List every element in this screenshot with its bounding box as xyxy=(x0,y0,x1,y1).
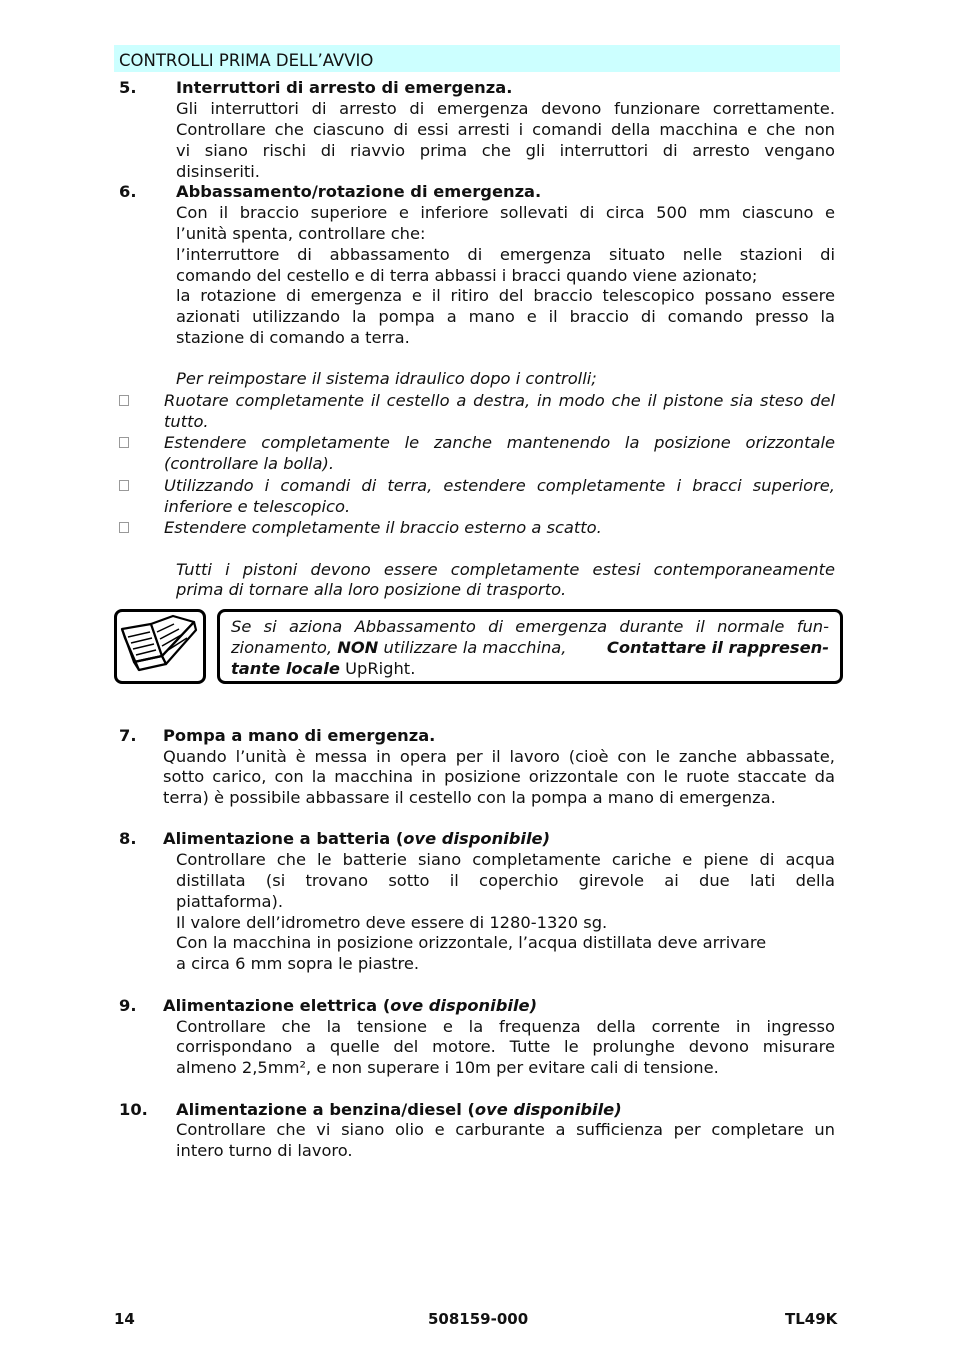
item-8-title-text: Alimentazione a batteria ( xyxy=(163,829,404,848)
item-5-text-line: Gli interruttori di arresto di emergenza devono funzionare correttamente. xyxy=(176,99,835,118)
item-7-number: 7. xyxy=(119,726,137,745)
open-book-icon xyxy=(117,612,203,681)
item-10-text-line: intero turno di lavoro. xyxy=(176,1141,353,1160)
bullet-icon xyxy=(119,437,129,448)
item-7-title: Pompa a mano di emergenza. xyxy=(163,726,436,745)
footer-doc-number: 508159-000 xyxy=(428,1310,529,1328)
item-10-title xyxy=(176,1099,622,1120)
item-6-title: Abbassamento/rotazione di emergenza. xyxy=(176,182,542,201)
item-9-number: 9. xyxy=(119,996,137,1015)
item-6-text-line: azionati utilizzando la pompa a mano e il braccio di comando presso la xyxy=(176,307,835,326)
item-9-text-line: Controllare che la tensione e la frequenza della corrente in ingresso xyxy=(176,1017,835,1036)
item-5-text-line: vi siano rischi di riavvio prima che gli interruttori di arresto vengano xyxy=(176,141,835,160)
item-9-text-line: almeno 2,5mm², e non superare i 10m per evitare cali di tensione. xyxy=(176,1058,719,1077)
item-9-title-text: Alimentazione elettrica ( xyxy=(163,996,391,1015)
item-9-title xyxy=(163,995,537,1016)
item-8-text-line: distillata (si trovano sotto il coperchio girevole ai due lati della xyxy=(176,871,835,890)
reset-step-text: Ruotare completamente il cestello a destra, in modo che il pistone sia steso del xyxy=(164,391,835,410)
manual-icon-box xyxy=(114,609,206,684)
item-6-text-line: comando del cestello e di terra abbassi i bracci quando viene azionato; xyxy=(176,266,758,285)
item-8-text-line: a circa 6 mm sopra le piastre. xyxy=(176,954,420,973)
reset-step-text: Estendere completamente le zanche mantenendo la posizione orizzontale xyxy=(164,433,835,452)
reset-step-text: inferiore e telescopico. xyxy=(164,497,351,516)
reset-step-text: (controllare la bolla). xyxy=(164,454,335,473)
warning-text-line-1: Se si aziona Abbassamento di emergenza durante il normale fun- xyxy=(231,617,829,636)
item-10-title-text: Alimentazione a benzina/diesel ( xyxy=(176,1100,475,1119)
item-8-text-line: Con la macchina in posizione orizzontale, l’acqua distillata deve arrivare xyxy=(176,933,767,952)
warning-text: utilizzare la macchina, xyxy=(378,638,572,657)
item-9-text-line: corrispondano a quelle del motore. Tutte le prolunghe devono misurare xyxy=(176,1037,835,1056)
item-10-text-line: Controllare che vi siano olio e carburante a sufficienza per completare un xyxy=(176,1120,835,1139)
item-10-number: 10. xyxy=(119,1100,148,1119)
item-8-title-note: ove disponibile) xyxy=(403,829,551,848)
item-8-text-line: piattaforma). xyxy=(176,892,284,911)
item-6-text-line: l’unità spenta, controllare che: xyxy=(176,224,426,243)
warning-brand: UpRight xyxy=(339,659,411,678)
item-8-text-line: Il valore dell’idrometro deve essere di 1280-1320 sg. xyxy=(176,913,608,932)
item-6-text-line: Con il braccio superiore e inferiore sollevati di circa 500 mm ciascuno e xyxy=(176,203,835,222)
footer-page-number: 14 xyxy=(114,1310,135,1328)
warning-emphasis: NON xyxy=(337,638,379,657)
warning-contact: tante locale xyxy=(231,659,340,678)
item-6-text-line: stazione di comando a terra. xyxy=(176,328,410,347)
reset-step-text: Estendere completamente il braccio esterno a scatto. xyxy=(164,518,602,537)
warning-text-line-3 xyxy=(231,658,415,679)
item-6-text-line: l’interruttore di abbassamento di emergenza situato nelle stazioni di xyxy=(176,245,835,264)
item-5-title: Interruttori di arresto di emergenza. xyxy=(176,78,513,97)
warning-period: . xyxy=(410,659,416,678)
bullet-icon xyxy=(119,522,129,533)
item-7-text-line: Quando l’unità è messa in opera per il lavoro (cioè con le zanche abbassate, xyxy=(163,747,835,766)
item-6-number: 6. xyxy=(119,182,137,201)
item-8-title xyxy=(163,828,550,849)
item-9-title-note: ove disponibile) xyxy=(390,996,538,1015)
section-header-title: CONTROLLI PRIMA DELL’AVVIO xyxy=(119,51,374,70)
item-7-text-line: terra) è possibile abbassare il cestello con la pompa a mano di emergenza. xyxy=(163,788,776,807)
item-8-number: 8. xyxy=(119,829,137,848)
warning-contact: Contattare il rappresen- xyxy=(606,638,829,657)
footer-model: TL49K xyxy=(785,1310,838,1328)
closing-note-line: Tutti i pistoni devono essere completamente estesi contemporaneamente xyxy=(176,560,835,579)
reset-intro: Per reimpostare il sistema idraulico dopo i controlli; xyxy=(176,369,597,388)
bullet-icon xyxy=(119,480,129,491)
item-6-text-line: la rotazione di emergenza e il ritiro del braccio telescopico possano essere xyxy=(176,286,835,305)
warning-text-line-2 xyxy=(231,637,829,658)
item-5-text-line: Controllare che ciascuno di essi arresti i comandi della macchina e che non xyxy=(176,120,835,139)
item-8-text-line: Controllare che le batterie siano completamente cariche e piene di acqua xyxy=(176,850,835,869)
item-5-number: 5. xyxy=(119,78,137,97)
warning-text: zionamento, xyxy=(231,638,338,657)
closing-note-line: prima di tornare alla loro posizione di trasporto. xyxy=(176,580,567,599)
item-7-text-line: sotto carico, con la macchina in posizione orizzontale con le ruote staccate da xyxy=(163,767,835,786)
item-10-title-note: ove disponibile) xyxy=(474,1100,622,1119)
bullet-icon xyxy=(119,395,129,406)
reset-step-text: Utilizzando i comandi di terra, estendere completamente i bracci superiore, xyxy=(164,476,835,495)
item-5-text-line: disinseriti. xyxy=(176,162,260,181)
reset-step-text: tutto. xyxy=(164,412,209,431)
